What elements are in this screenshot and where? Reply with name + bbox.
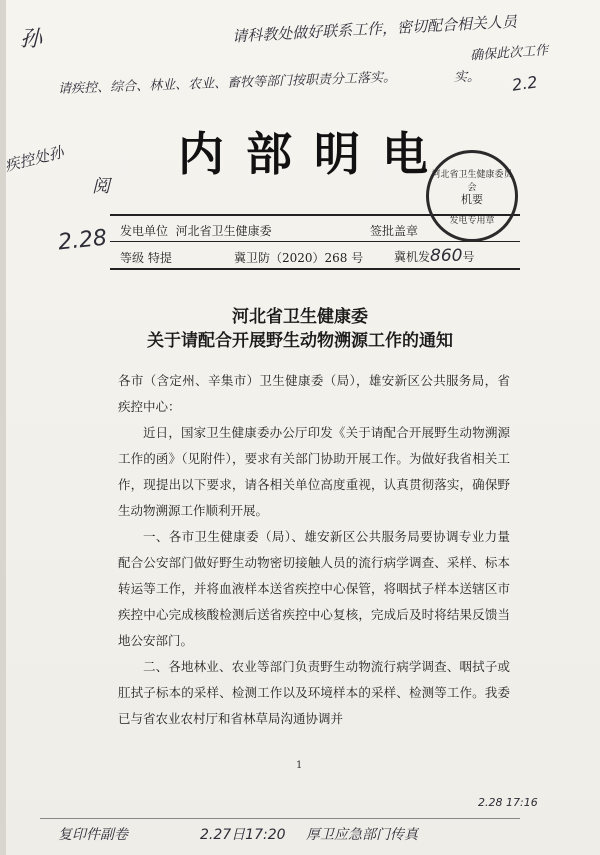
- sender-label: 发电单位: [120, 224, 169, 238]
- official-seal: [426, 150, 518, 242]
- handwritten-instruction-line2: 确保此次工作: [469, 43, 549, 64]
- paragraph-item-2: 二、各地林业、农业等部门负责野生动物流行病学调查、咽拭子或肛拭子标本的采样、检测工作以及环境样本的采样、检测等工作。我委已与省农业农村厅和省林草局沟通协调并: [118, 659, 510, 726]
- document-title-line1: 河北省卫生健康委: [232, 307, 368, 327]
- sender-field: [120, 222, 272, 239]
- signer-field: [370, 222, 418, 239]
- sender-value: 河北省卫生健康委: [175, 224, 272, 238]
- paragraph-intro: 近日，国家卫生健康委办公厅印发《关于请配合开展野生动物溯源工作的函》（见附件），要求有关部门协助开展工作。为做好我省相关工作，现提出以下要求，请各相关单位高度重视，认真贯彻落实，确保野生动物溯源工作顺利开展。: [118, 425, 510, 518]
- paragraph-item-1: 一、各市卫生健康委（局）、雄安新区公共服务局要协调专业力量配合公安部门做好野生动物密切接触人员的流行病学调查、采样、标本转运等工作，并将血液样本送省疾控中心保管，将咽拭子样本送辖区市疾控中心完成核酸检测后送省疾控中心复核，完成后及时将结果反馈当地公安部门。: [118, 529, 510, 648]
- seal-text-mid: 机要: [461, 193, 483, 206]
- handwritten-left-note1: 疾控处孙: [2, 142, 66, 175]
- telegram-number-field: [394, 246, 474, 266]
- recipients: 各市（含定州、辛集市）卫生健康委（局），雄安新区公共服务局，省疾控中心：: [118, 373, 510, 414]
- bottom-rule: [40, 818, 520, 819]
- level-value: 特提: [147, 251, 172, 265]
- telegram-suffix: 号: [462, 250, 475, 264]
- handwritten-bottom-time: 2.27日17:20: [200, 827, 286, 843]
- handwritten-instruction-line1: 请科教处做好联系工作，密切配合相关人员: [231, 12, 518, 46]
- seal-text-bottom: 发电专用章: [449, 216, 495, 226]
- document-body: [118, 368, 510, 732]
- handwritten-instruction-line4: 请疾控、综合、林业、农业、畜牧等部门按职责分工落实。: [57, 70, 397, 97]
- header-divider-mid: [110, 241, 520, 242]
- document-title-line2: 关于请配合开展野生动物溯源工作的通知: [147, 331, 453, 351]
- page-title: 内部明电: [178, 127, 450, 181]
- level-label: 等级: [120, 251, 145, 265]
- page-number: 1: [296, 760, 303, 771]
- handwritten-date-top-right: 2.2: [510, 72, 539, 95]
- handwritten-left-date: 2.28: [56, 225, 109, 256]
- telegram-number-handwritten: 860: [430, 246, 463, 266]
- handwritten-bottom-note: 复印件副卷: [58, 827, 128, 843]
- header-divider-bottom: [110, 268, 520, 270]
- handwritten-time-bottom-right: 2.28 17:16: [478, 796, 538, 809]
- level-field: [120, 249, 172, 266]
- seal-text-top: 河北省卫生健康委员会: [431, 170, 513, 193]
- handwritten-bottom-tail: 厚卫应急部门传真: [306, 827, 418, 843]
- handwritten-instruction-line3: 实。: [454, 70, 481, 85]
- doc-number: 冀卫防（2020）268 号: [234, 251, 364, 265]
- handwritten-left-note2: 阅: [92, 176, 110, 197]
- telegram-label: 冀机发: [394, 250, 431, 264]
- handwritten-name-top-left: 孙: [20, 27, 43, 52]
- scan-edge: [0, 0, 6, 855]
- signer-label: 签批盖章: [370, 224, 419, 238]
